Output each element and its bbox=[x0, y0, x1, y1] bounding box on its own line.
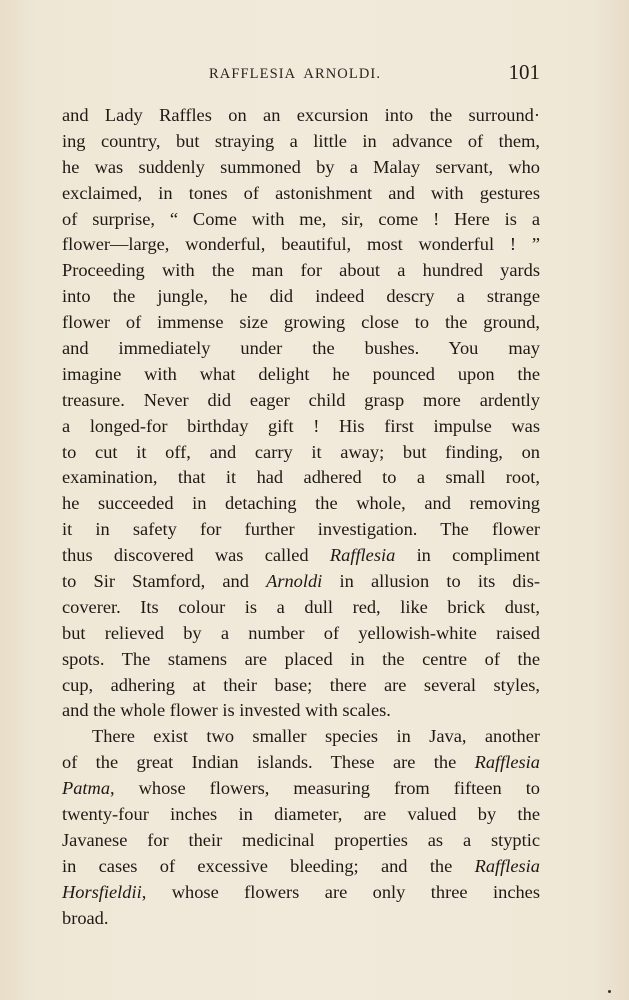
running-head bbox=[62, 60, 540, 86]
text-line: of surprise, “ Come with me, sir, come ! Here is a bbox=[62, 208, 540, 229]
running-title: RAFFLESIA ARNOLDI. bbox=[209, 66, 382, 82]
text-line: but relieved by a number of yellowish-white raised bbox=[62, 622, 540, 643]
body-text bbox=[62, 103, 540, 932]
text-line: twenty-four inches in diameter, are valued by the bbox=[62, 804, 540, 825]
text-line: he was suddenly summoned by a Malay servant, who bbox=[62, 156, 540, 177]
ink-speck bbox=[608, 990, 611, 993]
text-line: flower—large, wonderful, beautiful, most wonderful ! ” bbox=[62, 234, 540, 255]
text-line: There exist two smaller species in Java, another bbox=[92, 726, 540, 747]
text-line: Patma, whose flowers, measuring from fifteen to bbox=[62, 778, 540, 799]
text-line: into the jungle, he did indeed descry a strange bbox=[62, 286, 540, 307]
text-line: Javanese for their medicinal properties as a styptic bbox=[62, 829, 540, 850]
text-line: and Lady Raffles on an excursion into the surround· bbox=[62, 105, 540, 125]
text-line: cup, adhering at their base; there are several styles, bbox=[62, 674, 540, 695]
text-line: Proceeding with the man for about a hundred yards bbox=[62, 260, 540, 281]
text-line: treasure. Never did eager child grasp more ardently bbox=[62, 389, 540, 410]
text-line: spots. The stamens are placed in the centre of the bbox=[62, 648, 540, 669]
text-line: it in safety for further investigation. The flower bbox=[62, 519, 540, 540]
text-line: coverer. Its colour is a dull red, like brick dust, bbox=[62, 596, 540, 617]
text-line: flower of immense size growing close to the ground, bbox=[62, 312, 540, 333]
text-line: imagine with what delight he pounced upon the bbox=[62, 363, 540, 384]
text-line: and the whole flower is invested with scales. bbox=[62, 700, 391, 721]
text-line: he succeeded in detaching the whole, and removing bbox=[62, 493, 540, 514]
text-line: ing country, but straying a little in advance of them, bbox=[62, 130, 540, 151]
text-line: thus discovered was called Rafflesia in compliment bbox=[62, 545, 540, 566]
text-line: exclaimed, in tones of astonishment and with gestures bbox=[62, 182, 540, 203]
page-number: 101 bbox=[508, 60, 540, 84]
text-line: in cases of excessive bleeding; and the Rafflesia bbox=[62, 855, 540, 876]
text-line: and immediately under the bushes. You may bbox=[62, 338, 540, 359]
text-line: of the great Indian islands. These are the Rafflesia bbox=[62, 752, 540, 773]
text-line: to Sir Stamford, and Arnoldi in allusion to its dis- bbox=[62, 571, 540, 592]
text-line: Horsfieldii, whose flowers are only three inches bbox=[62, 881, 540, 902]
text-line: a longed-for birthday gift ! His first impulse was bbox=[62, 415, 540, 436]
text-line: examination, that it had adhered to a small root, bbox=[62, 467, 540, 488]
text-line: broad. bbox=[62, 907, 109, 928]
text-line: to cut it off, and carry it away; but finding, on bbox=[62, 441, 540, 462]
